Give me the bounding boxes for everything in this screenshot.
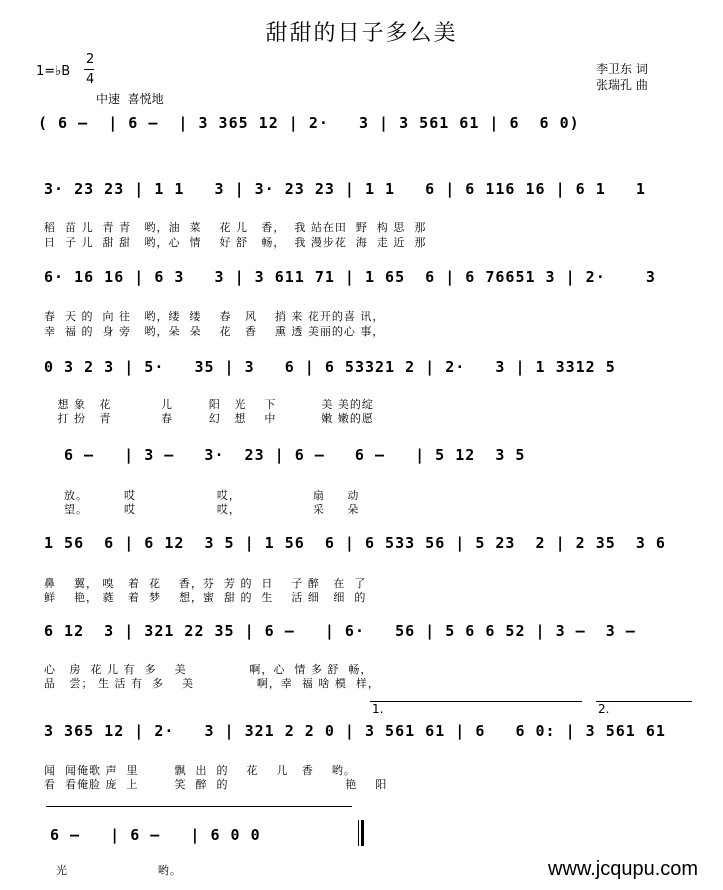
lyrics-verse-2: 看 看俺脸 庞 上 笑 醉 的 艳 阳 bbox=[44, 778, 388, 791]
notation-system-3: 6· 16 16 | 6 3 3 | 3 611 71 | 1 65 6 | 6 76651 3 | 2· 3 bbox=[44, 268, 656, 286]
lyrics-verse-2: 望。 哎 哎， 采 朵 bbox=[64, 503, 360, 516]
volta-1-label: 1. bbox=[372, 702, 384, 716]
volta-2-bracket bbox=[596, 701, 692, 702]
volta-2-label: 2. bbox=[598, 702, 610, 716]
composer-credit: 张瑞孔 曲 bbox=[596, 78, 648, 92]
notation-system-1: ( 6 – | 6 – | 3 365 12 | 2· 3 | 3 561 61 | 6 6 0) bbox=[38, 114, 580, 132]
lyrics-verse-1: 鼻 翼， 嗅 着 花 香，芬 芳 的 日 子 醉 在 了 bbox=[44, 577, 367, 590]
watermark: www.jcqupu.com bbox=[548, 858, 699, 880]
notation-system-5: 6 – | 3 – 3· 23 | 6 – 6 – | 5 12 3 5 bbox=[64, 446, 526, 464]
lyrics-verse-1: 光 哟。 bbox=[56, 864, 182, 877]
ending-bracket bbox=[46, 806, 352, 807]
time-denominator: 4 bbox=[86, 72, 95, 87]
final-barline bbox=[358, 820, 359, 846]
notation-system-9: 6 – | 6 – | 6 0 0 bbox=[50, 826, 261, 844]
key-signature: 1=♭B bbox=[36, 64, 71, 79]
time-signature-line bbox=[84, 69, 94, 70]
lyricist-credit: 李卫东 词 bbox=[596, 62, 648, 76]
notation-system-8: 3 365 12 | 2· 3 | 321 2 2 0 | 3 561 61 | 6 6 0: | 3 561 61 bbox=[44, 722, 666, 740]
lyrics-verse-2: 幸 福 的 身 旁 哟，朵 朵 花 香 熏 透 美丽的心 事， bbox=[44, 325, 385, 338]
lyrics-verse-1: 稻 苗 儿 青 青 哟，油 菜 花 儿 香， 我 站在田 野 构 思 那 bbox=[44, 221, 427, 234]
notation-system-2: 3· 23 23 | 1 1 3 | 3· 23 23 | 1 1 6 | 6 116 16 | 6 1 1 bbox=[44, 180, 646, 198]
volta-1-bracket bbox=[370, 701, 582, 702]
lyrics-verse-2: 日 子 儿 甜 甜 哟，心 情 好 舒 畅， 我 漫步花 海 走 近 那 bbox=[44, 236, 427, 249]
lyrics-verse-1: 想 象 花 儿 阳 光 下 美 美的绽 bbox=[44, 398, 374, 411]
time-numerator: 2 bbox=[86, 52, 95, 67]
final-barline-thick bbox=[361, 820, 364, 846]
song-title: 甜甜的日子多么美 bbox=[265, 21, 458, 46]
lyrics-verse-1: 心 房 花 儿 有 多 美 啊，心 情 多 舒 畅， bbox=[44, 663, 373, 676]
notation-system-4: 0 3 2 3 | 5· 35 | 3 6 | 6 53321 2 | 2· 3 | 1 3312 5 bbox=[44, 358, 616, 376]
lyrics-verse-1: 放。 哎 哎， 扇 动 bbox=[64, 489, 360, 502]
notation-system-7: 6 12 3 | 321 22 35 | 6 – | 6· 56 | 5 6 6 52 | 3 – 3 – bbox=[44, 622, 636, 640]
notation-system-6: 1 56 6 | 6 12 3 5 | 1 56 6 | 6 533 56 | 5 23 2 | 2 35 3 6 bbox=[44, 534, 666, 552]
lyrics-verse-2: 鲜 艳， 蕤 着 梦 想，蜜 甜 的 生 活 细 细 的 bbox=[44, 591, 367, 604]
lyrics-verse-2: 品 尝； 生 活 有 多 美 啊，幸 福 啥 模 样， bbox=[44, 677, 380, 690]
lyrics-verse-2: 打 扮 青 春 幻 想 中 嫩 嫩的愿 bbox=[44, 412, 374, 425]
lyrics-verse-1: 春 天 的 向 往 哟，缕 缕 春 风 捎 来 花开的喜 讯， bbox=[44, 310, 385, 323]
tempo-marking: 中速 喜悦地 bbox=[96, 92, 164, 106]
lyrics-verse-1: 闻 闻俺歌 声 里 飘 出 的 花 儿 香 哟。 bbox=[44, 764, 356, 777]
